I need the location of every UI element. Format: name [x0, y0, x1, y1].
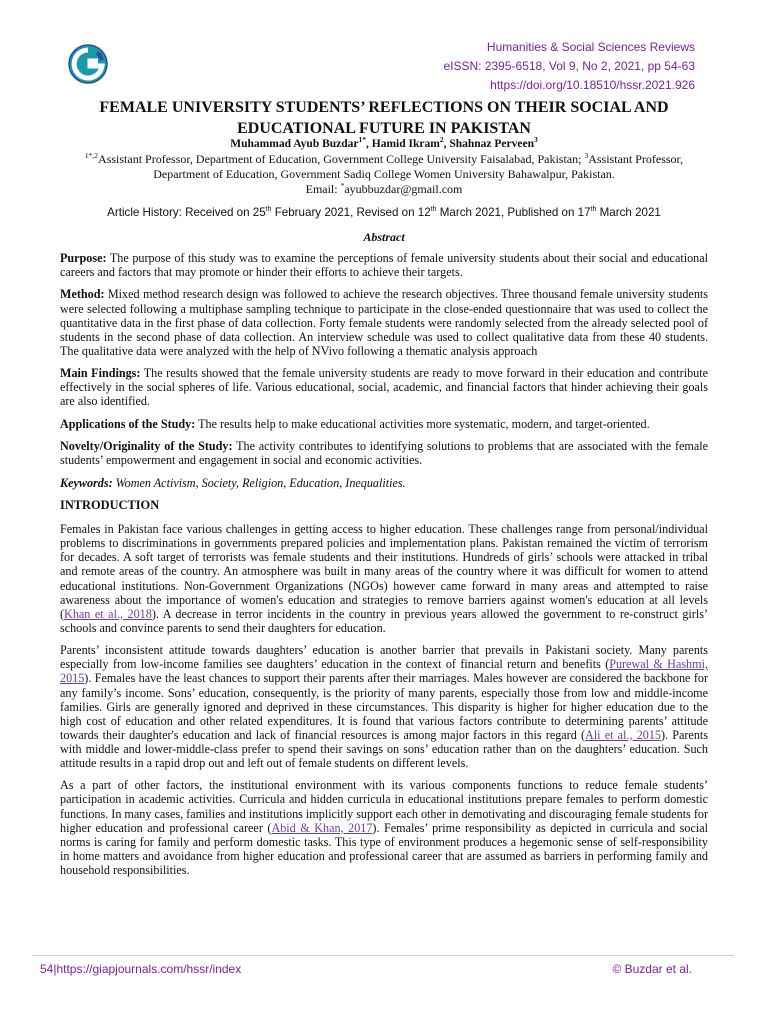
history-text: February 2021, Revised on 12: [271, 206, 431, 219]
history-sup: th: [265, 206, 272, 214]
journal-logo-icon: [66, 44, 114, 84]
footer-page-url[interactable]: 54|https://giapjournals.com/hssr/index: [40, 962, 242, 976]
email-label: Email:: [305, 182, 341, 196]
affil-text: Assistant Professor, Department of Education, Government College University Faisalabad, Pakistan;: [98, 152, 585, 166]
intro-text: As a part of other factors, the institutional environment with its various components functions to reduce female students’ participation in academic activities. Curricula and hidden curricula in educational institutions prepare females to perform domestic functions. In many cases, families and institutions implicitly support each other in demotivating and discouraging female students for higher education and professional career (: [60, 778, 708, 835]
intro-paragraph-3: [60, 778, 708, 877]
article-title: FEMALE UNIVERSITY STUDENTS’ REFLECTIONS ON THEIR SOCIAL AND EDUCATIONAL FUTURE IN PAKISTAN: [99, 99, 669, 137]
abstract-applications: [60, 417, 708, 431]
purpose-text: The purpose of this study was to examine the perceptions of female university students about their social and educational careers and factors that may promote or hinder their efforts to achieve their targets.: [60, 251, 708, 280]
abstract-purpose: [60, 251, 708, 279]
author-name: Shahnaz Perveen: [449, 138, 534, 150]
footer-divider: [32, 955, 734, 956]
citation-link[interactable]: Ali et al., 2015: [585, 727, 661, 742]
doi-link[interactable]: https://doi.org/10.18510/hssr.2021.926: [490, 78, 695, 92]
findings-label: Main Findings:: [60, 366, 141, 381]
affiliations: [60, 152, 708, 197]
affil-text: Assistant Professor, Department of Education, Government Sadiq College Women University Bahawalpur, Pakistan.: [153, 152, 684, 181]
abstract-findings: [60, 366, 708, 408]
intro-paragraph-1: [60, 522, 708, 635]
email-sup: *: [340, 181, 345, 190]
journal-name: Humanities & Social Sciences Reviews: [486, 40, 695, 54]
author-sup: 2: [439, 135, 444, 145]
intro-paragraph-2: [60, 643, 708, 770]
author-list: Muhammad Ayub Buzdar$^{1*}$, Hamid Ikram$^2$, Shahnaz Perveen$^3$: [230, 135, 538, 150]
intro-text: ). A decrease in terror incidents in the country in previous years allowed the government to re-construct girls’ schools and convince parents to send their daughters for education.: [60, 606, 708, 635]
applications-text: The results help to make educational activities more systematic, modern, and target-oriented.: [198, 416, 650, 431]
applications-label: Applications of the Study:: [60, 416, 196, 431]
abstract-method: [60, 287, 708, 357]
intro-text: Females in Pakistan face various challenges in getting access to higher education. These challenges range from personal/individual problems to discriminations in governments prepared policies and implementation plans. Pakistan remained the victim of terrorism for decades. A soft target of terrorists was female students and their institutions. Hundreds of girls’ schools were attacked in tribal and remote areas of the country. An atmosphere was built in many areas of the country where it was difficult for women to attend educational institutions. Non-Government Organizations (NGOs) however came forward in many areas and attempted to raise awareness about the importance of women's education and strategies to remove barriers against women's education at all levels (: [60, 522, 708, 621]
citation-link[interactable]: Khan et al., 2018: [64, 606, 152, 621]
intro-text: ). Parents with middle and lower-middle-class prefer to spend their savings on sons’ education rather than on the daughters’ education. Such attitude results in a rapid drop out and left out of female students on different levels.: [60, 727, 708, 770]
introduction-heading: INTRODUCTION: [60, 498, 160, 513]
intro-text: ). Females’ prime responsibility as depicted in curricula and social norms is caring for family and perform domestic tasks. This type of environment produces a hegemonic sense of self-responsibility in home matters and avoidance from higher education and professional career that are assumed as barriers in performing family and household responsibilities.: [60, 820, 708, 877]
keywords-text: Women Activism, Society, Religion, Education, Inequalities.: [115, 475, 406, 490]
history-sup: th: [430, 206, 437, 214]
citation-link[interactable]: Purewal & Hashmi, 2015: [60, 657, 708, 686]
abstract-novelty: [60, 439, 708, 467]
keywords-label: Keywords:: [60, 475, 113, 490]
method-label: Method:: [60, 287, 105, 302]
affil-sup: 1*,2: [84, 151, 99, 160]
intro-text: ). Females have the least chances to support their parents after their marriages. Males however are considered the backbone for any family’s income. Sons’ education, consequently, is the priority of many parents, especially those from low and middle-income families. Girls are generally ignored and deprived in these circumstances. This disparity is higher for higher education due to the high cost of education and other related expenditures. It is found that various factors contribute to determining parents’ attitude towards their daughter's education and lack of financial resources is among major factors in this regard (: [60, 671, 708, 742]
history-text: Article History: Received on 25: [107, 206, 266, 219]
email-address[interactable]: ayubbuzdar@gmail.com: [344, 182, 463, 196]
intro-text: Parents’ inconsistent attitude towards daughters’ education is another barrier that prevails in Pakistani society. Many parents especially from low-income families see daughters’ education in the context of financial return and benefits (: [60, 643, 708, 672]
history-sup: th: [590, 206, 597, 214]
citation-link[interactable]: Abid & Khan, 2017: [271, 820, 373, 835]
history-text: March 2021, Published on 17: [436, 206, 591, 219]
author-sup: 3: [533, 135, 538, 145]
issn-line: eISSN: 2395-6518, Vol 9, No 2, 2021, pp 54-63: [443, 59, 695, 73]
author-name: Hamid Ikram: [371, 138, 440, 150]
abstract-keywords: [60, 476, 708, 490]
article-body: [60, 251, 708, 885]
article-history: [60, 206, 708, 219]
author-name: Muhammad Ayub Buzdar: [230, 138, 359, 150]
abstract-heading: Abstract: [363, 230, 405, 244]
journal-info: [443, 38, 695, 95]
footer-copyright: © Buzdar et al.: [612, 962, 692, 976]
findings-text: The results showed that the female university students are ready to move forward in their education and contribute effectively in the social spheres of life. Various educational, social, academic, and financial factors that hinder achieving their goals are also identified.: [60, 366, 708, 409]
history-text: March 2021: [596, 206, 661, 219]
author-sup: 1*: [358, 135, 367, 145]
purpose-label: Purpose:: [60, 251, 107, 265]
method-text: Mixed method research design was followed to achieve the research objectives. Three thousand female university students were selected following a multiphase sampling technique to participate in the close-ended questionnaire that was used to collect the quantitative data in the first phase of data collection. Forty female students were randomly selected from the already selected pool of students in the second phase of data collection. An interview schedule was used to collect qualitative data from these 40 students. The qualitative data were analyzed with the help of NVivo following a thematic analysis approach: [60, 287, 708, 358]
novelty-text: The activity contributes to identifying solutions to problems that are associated with the female students’ empowerment and engagement in social and economic activities.: [60, 439, 708, 468]
affil-sup: 3: [584, 151, 589, 160]
novelty-label: Novelty/Originality of the Study:: [60, 439, 233, 454]
